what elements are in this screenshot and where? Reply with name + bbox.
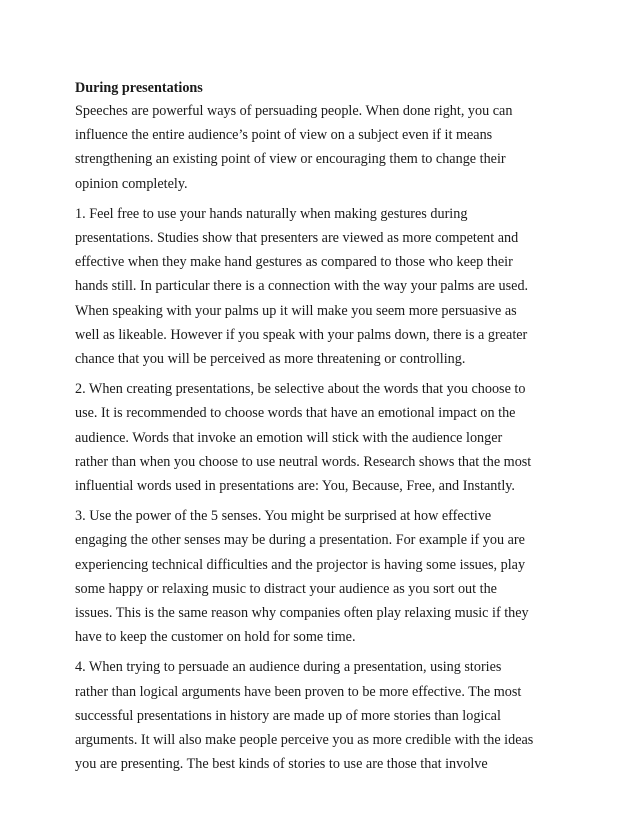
text-line: hands still. In particular there is a connection with the way your palms are used. bbox=[75, 278, 529, 295]
tip-1-paragraph bbox=[75, 202, 575, 371]
text-line: 3. Use the power of the 5 senses. You might be surprised at how effective bbox=[75, 508, 492, 525]
text-line: rather than when you choose to use neutral words. Research shows that the most bbox=[75, 453, 532, 470]
text-line: use. It is recommended to choose words that have an emotional impact on the bbox=[75, 405, 516, 422]
tip-4-paragraph bbox=[75, 655, 575, 776]
text-line: When speaking with your palms up it will make you seem more persuasive as bbox=[75, 302, 517, 319]
text-line: engaging the other senses may be during a presentation. For example if you are bbox=[75, 532, 525, 549]
text-line: 2. When creating presentations, be selective about the words that you choose to bbox=[75, 381, 526, 398]
text-line: rather than logical arguments have been proven to be more effective. The most bbox=[75, 683, 522, 700]
document-page bbox=[75, 77, 575, 776]
text-line: 1. Feel free to use your hands naturally when making gestures during bbox=[75, 205, 468, 222]
text-line: chance that you will be perceived as more threatening or controlling. bbox=[75, 351, 466, 368]
intro-paragraph bbox=[75, 99, 575, 196]
text-line: effective when they make hand gestures as compared to those who keep their bbox=[75, 254, 513, 271]
text-line: 4. When trying to persuade an audience during a presentation, using stories bbox=[75, 659, 502, 676]
text-line: experiencing technical difficulties and the projector is having some issues, play bbox=[75, 556, 526, 573]
text-line: have to keep the customer on hold for some time. bbox=[75, 629, 356, 646]
tip-3-paragraph bbox=[75, 504, 575, 649]
text-line: arguments. It will also make people perceive you as more credible with the ideas bbox=[75, 732, 534, 749]
text-line: successful presentations in history are made up of more stories than logical bbox=[75, 707, 501, 724]
text-line: you are presenting. The best kinds of stories to use are those that involve bbox=[75, 756, 488, 773]
text-line: issues. This is the same reason why companies often play relaxing music if they bbox=[75, 605, 529, 622]
text-line: well as likeable. However if you speak with your palms down, there is a greater bbox=[75, 326, 528, 343]
text-line: some happy or relaxing music to distract your audience as you sort out the bbox=[75, 580, 497, 597]
text-line: influence the entire audience’s point of view on a subject even if it means bbox=[75, 127, 493, 144]
text-line: influential words used in presentations are: You, Because, Free, and Instantly. bbox=[75, 478, 515, 495]
text-line: opinion completely. bbox=[75, 175, 188, 192]
tip-2-paragraph bbox=[75, 377, 575, 498]
text-line: Speeches are powerful ways of persuading people. When done right, you can bbox=[75, 103, 513, 119]
text-line: audience. Words that invoke an emotion will stick with the audience longer bbox=[75, 429, 503, 446]
section-heading: During presentations bbox=[75, 80, 203, 96]
text-line: presentations. Studies show that presenters are viewed as more competent and bbox=[75, 230, 519, 247]
text-line: strengthening an existing point of view or encouraging them to change their bbox=[75, 151, 506, 168]
